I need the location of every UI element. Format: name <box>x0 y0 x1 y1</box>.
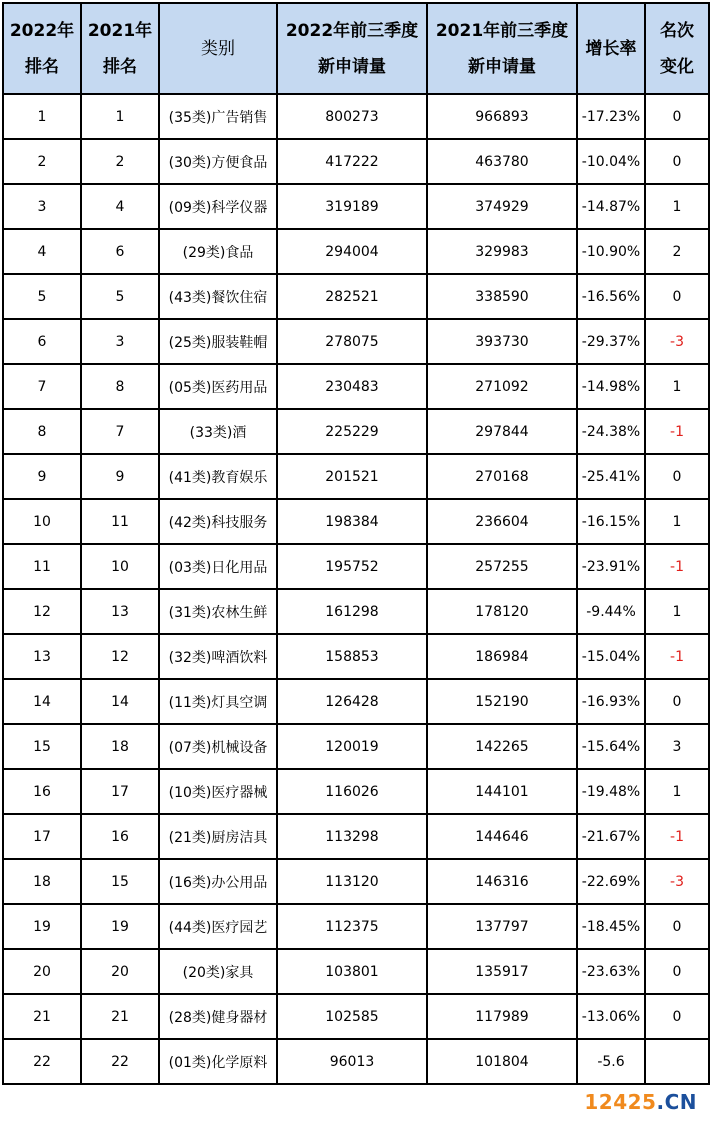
header-applications-2022 <box>277 3 427 94</box>
applications-2021-cell: 329983 <box>427 229 577 274</box>
rank-2021-cell: 16 <box>81 814 159 859</box>
rank-2021-cell: 7 <box>81 409 159 454</box>
applications-2022-cell: 96013 <box>277 1039 427 1084</box>
applications-2022-cell: 158853 <box>277 634 427 679</box>
rank-change-cell: 0 <box>645 94 709 139</box>
growth-rate-cell: -10.04% <box>577 139 645 184</box>
category-cell: (16类)办公用品 <box>159 859 277 904</box>
rank-2021-cell: 8 <box>81 364 159 409</box>
table-body <box>3 94 709 1084</box>
category-cell: (41类)教育娱乐 <box>159 454 277 499</box>
growth-rate-cell: -16.93% <box>577 679 645 724</box>
header-applications-2022-line1: 2022年前三季度 <box>285 20 419 41</box>
rank-change-cell: 1 <box>645 184 709 229</box>
table-row <box>3 859 709 904</box>
header-rank-2021 <box>81 3 159 94</box>
table-row <box>3 544 709 589</box>
applications-2022-cell: 282521 <box>277 274 427 319</box>
header-rank-2021-line2: 排名 <box>103 56 137 77</box>
category-cell: (03类)日化用品 <box>159 544 277 589</box>
rank-change-cell: 0 <box>645 994 709 1039</box>
site-watermark <box>584 1090 697 1114</box>
rank-2021-cell: 15 <box>81 859 159 904</box>
applications-2022-cell: 417222 <box>277 139 427 184</box>
category-cell: (28类)健身器材 <box>159 994 277 1039</box>
table-row <box>3 409 709 454</box>
applications-2022-cell: 161298 <box>277 589 427 634</box>
applications-2021-cell: 146316 <box>427 859 577 904</box>
rank-change-cell: 0 <box>645 949 709 994</box>
growth-rate-cell: -19.48% <box>577 769 645 814</box>
rank-2021-cell: 14 <box>81 679 159 724</box>
header-rank-2022-line1: 2022年 <box>9 20 75 41</box>
rank-2021-cell: 1 <box>81 94 159 139</box>
category-cell: (01类)化学原料 <box>159 1039 277 1084</box>
applications-2021-cell: 393730 <box>427 319 577 364</box>
applications-2022-cell: 120019 <box>277 724 427 769</box>
rank-2022-cell: 8 <box>3 409 81 454</box>
rank-change-cell: 0 <box>645 139 709 184</box>
category-cell: (09类)科学仪器 <box>159 184 277 229</box>
rank-2021-cell: 17 <box>81 769 159 814</box>
rank-2021-cell: 6 <box>81 229 159 274</box>
rank-change-cell: -1 <box>645 409 709 454</box>
rank-change-cell: 0 <box>645 274 709 319</box>
rank-2022-cell: 15 <box>3 724 81 769</box>
header-rank-change <box>645 3 709 94</box>
growth-rate-cell: -16.15% <box>577 499 645 544</box>
header-growth-rate <box>577 3 645 94</box>
table-row <box>3 184 709 229</box>
table-row <box>3 724 709 769</box>
applications-2022-cell: 103801 <box>277 949 427 994</box>
applications-2021-cell: 144646 <box>427 814 577 859</box>
rank-2021-cell: 20 <box>81 949 159 994</box>
table-row <box>3 499 709 544</box>
watermark-domain: .CN <box>656 1090 697 1114</box>
applications-2021-cell: 374929 <box>427 184 577 229</box>
category-cell: (07类)机械设备 <box>159 724 277 769</box>
applications-2021-cell: 152190 <box>427 679 577 724</box>
growth-rate-cell: -10.90% <box>577 229 645 274</box>
rank-2021-cell: 18 <box>81 724 159 769</box>
header-applications-2021-line2: 新申请量 <box>468 56 536 77</box>
rank-2022-cell: 18 <box>3 859 81 904</box>
rank-2021-cell: 21 <box>81 994 159 1039</box>
rank-2022-cell: 6 <box>3 319 81 364</box>
table-row <box>3 949 709 994</box>
rank-2021-cell: 4 <box>81 184 159 229</box>
rank-2021-cell: 13 <box>81 589 159 634</box>
applications-2021-cell: 117989 <box>427 994 577 1039</box>
table-header <box>3 3 709 94</box>
rank-2022-cell: 14 <box>3 679 81 724</box>
applications-2022-cell: 113298 <box>277 814 427 859</box>
growth-rate-cell: -16.56% <box>577 274 645 319</box>
rank-change-cell: 1 <box>645 769 709 814</box>
rank-2022-cell: 10 <box>3 499 81 544</box>
rank-change-cell: -3 <box>645 319 709 364</box>
table-row <box>3 679 709 724</box>
rank-2022-cell: 2 <box>3 139 81 184</box>
applications-2021-cell: 142265 <box>427 724 577 769</box>
rank-2022-cell: 21 <box>3 994 81 1039</box>
applications-2022-cell: 116026 <box>277 769 427 814</box>
growth-rate-cell: -21.67% <box>577 814 645 859</box>
rank-change-cell <box>645 1039 709 1084</box>
rank-2021-cell: 11 <box>81 499 159 544</box>
applications-2021-cell: 178120 <box>427 589 577 634</box>
category-cell: (44类)医疗园艺 <box>159 904 277 949</box>
header-applications-2022-line2: 新申请量 <box>318 56 386 77</box>
growth-rate-cell: -17.23% <box>577 94 645 139</box>
watermark-number: 12425 <box>584 1090 657 1114</box>
rank-change-cell: 2 <box>645 229 709 274</box>
ranking-table <box>2 2 710 1085</box>
applications-2022-cell: 225229 <box>277 409 427 454</box>
table-row <box>3 454 709 499</box>
rank-change-cell: 0 <box>645 679 709 724</box>
category-cell: (31类)农林生鲜 <box>159 589 277 634</box>
growth-rate-cell: -14.98% <box>577 364 645 409</box>
growth-rate-cell: -23.63% <box>577 949 645 994</box>
rank-2021-cell: 19 <box>81 904 159 949</box>
category-cell: (25类)服装鞋帽 <box>159 319 277 364</box>
table-row <box>3 814 709 859</box>
table-row <box>3 364 709 409</box>
applications-2022-cell: 126428 <box>277 679 427 724</box>
applications-2022-cell: 195752 <box>277 544 427 589</box>
header-rank-2021-line1: 2021年 <box>87 20 153 41</box>
applications-2022-cell: 112375 <box>277 904 427 949</box>
category-cell: (29类)食品 <box>159 229 277 274</box>
table-row <box>3 229 709 274</box>
rank-change-cell: 0 <box>645 454 709 499</box>
category-cell: (30类)方便食品 <box>159 139 277 184</box>
applications-2022-cell: 278075 <box>277 319 427 364</box>
rank-2022-cell: 7 <box>3 364 81 409</box>
category-cell: (42类)科技服务 <box>159 499 277 544</box>
growth-rate-cell: -15.04% <box>577 634 645 679</box>
growth-rate-cell: -24.38% <box>577 409 645 454</box>
applications-2021-cell: 257255 <box>427 544 577 589</box>
rank-change-cell: -3 <box>645 859 709 904</box>
rank-change-cell: 1 <box>645 499 709 544</box>
growth-rate-cell: -13.06% <box>577 994 645 1039</box>
header-growth-rate-label: 增长率 <box>585 38 637 59</box>
rank-2021-cell: 10 <box>81 544 159 589</box>
applications-2021-cell: 144101 <box>427 769 577 814</box>
header-row <box>3 3 709 94</box>
rank-2022-cell: 19 <box>3 904 81 949</box>
rank-change-cell: -1 <box>645 634 709 679</box>
rank-2021-cell: 12 <box>81 634 159 679</box>
applications-2021-cell: 186984 <box>427 634 577 679</box>
table-row <box>3 274 709 319</box>
table-row <box>3 1039 709 1084</box>
growth-rate-cell: -22.69% <box>577 859 645 904</box>
table-row <box>3 904 709 949</box>
category-cell: (20类)家具 <box>159 949 277 994</box>
applications-2021-cell: 271092 <box>427 364 577 409</box>
category-cell: (05类)医药用品 <box>159 364 277 409</box>
category-cell: (10类)医疗器械 <box>159 769 277 814</box>
rank-change-cell: -1 <box>645 814 709 859</box>
category-cell: (33类)酒 <box>159 409 277 454</box>
table-row <box>3 769 709 814</box>
rank-2021-cell: 5 <box>81 274 159 319</box>
growth-rate-cell: -14.87% <box>577 184 645 229</box>
rank-2021-cell: 2 <box>81 139 159 184</box>
header-category-label: 类别 <box>201 38 235 59</box>
rank-change-cell: -1 <box>645 544 709 589</box>
category-cell: (43类)餐饮住宿 <box>159 274 277 319</box>
rank-2022-cell: 22 <box>3 1039 81 1084</box>
applications-2021-cell: 270168 <box>427 454 577 499</box>
applications-2021-cell: 297844 <box>427 409 577 454</box>
header-category <box>159 3 277 94</box>
applications-2021-cell: 236604 <box>427 499 577 544</box>
rank-2022-cell: 4 <box>3 229 81 274</box>
rank-2022-cell: 16 <box>3 769 81 814</box>
header-rank-change-line1: 名次 <box>660 20 694 41</box>
category-cell: (35类)广告销售 <box>159 94 277 139</box>
table-row <box>3 319 709 364</box>
applications-2022-cell: 113120 <box>277 859 427 904</box>
growth-rate-cell: -23.91% <box>577 544 645 589</box>
table-row <box>3 589 709 634</box>
rank-2022-cell: 13 <box>3 634 81 679</box>
applications-2021-cell: 137797 <box>427 904 577 949</box>
rank-change-cell: 0 <box>645 904 709 949</box>
table-row <box>3 94 709 139</box>
applications-2022-cell: 800273 <box>277 94 427 139</box>
header-applications-2021 <box>427 3 577 94</box>
rank-2022-cell: 9 <box>3 454 81 499</box>
applications-2021-cell: 966893 <box>427 94 577 139</box>
applications-2022-cell: 230483 <box>277 364 427 409</box>
table-row <box>3 139 709 184</box>
header-rank-2022 <box>3 3 81 94</box>
rank-2022-cell: 1 <box>3 94 81 139</box>
rank-change-cell: 3 <box>645 724 709 769</box>
applications-2022-cell: 102585 <box>277 994 427 1039</box>
header-applications-2021-line1: 2021年前三季度 <box>435 20 569 41</box>
rank-2022-cell: 5 <box>3 274 81 319</box>
growth-rate-cell: -15.64% <box>577 724 645 769</box>
rank-2022-cell: 3 <box>3 184 81 229</box>
rank-change-cell: 1 <box>645 364 709 409</box>
growth-rate-cell: -29.37% <box>577 319 645 364</box>
category-cell: (21类)厨房洁具 <box>159 814 277 859</box>
rank-2022-cell: 11 <box>3 544 81 589</box>
rank-2021-cell: 9 <box>81 454 159 499</box>
rank-2021-cell: 3 <box>81 319 159 364</box>
applications-2022-cell: 319189 <box>277 184 427 229</box>
rank-2022-cell: 12 <box>3 589 81 634</box>
applications-2021-cell: 463780 <box>427 139 577 184</box>
applications-2021-cell: 101804 <box>427 1039 577 1084</box>
rank-2022-cell: 17 <box>3 814 81 859</box>
growth-rate-cell: -9.44% <box>577 589 645 634</box>
category-cell: (11类)灯具空调 <box>159 679 277 724</box>
growth-rate-cell: -5.6 <box>577 1039 645 1084</box>
table-row <box>3 634 709 679</box>
rank-2021-cell: 22 <box>81 1039 159 1084</box>
growth-rate-cell: -18.45% <box>577 904 645 949</box>
applications-2021-cell: 338590 <box>427 274 577 319</box>
header-rank-2022-line2: 排名 <box>25 56 59 77</box>
applications-2022-cell: 201521 <box>277 454 427 499</box>
rank-change-cell: 1 <box>645 589 709 634</box>
applications-2022-cell: 294004 <box>277 229 427 274</box>
header-rank-change-line2: 变化 <box>660 56 694 77</box>
category-cell: (32类)啤酒饮料 <box>159 634 277 679</box>
growth-rate-cell: -25.41% <box>577 454 645 499</box>
rank-2022-cell: 20 <box>3 949 81 994</box>
applications-2021-cell: 135917 <box>427 949 577 994</box>
applications-2022-cell: 198384 <box>277 499 427 544</box>
table-row <box>3 994 709 1039</box>
